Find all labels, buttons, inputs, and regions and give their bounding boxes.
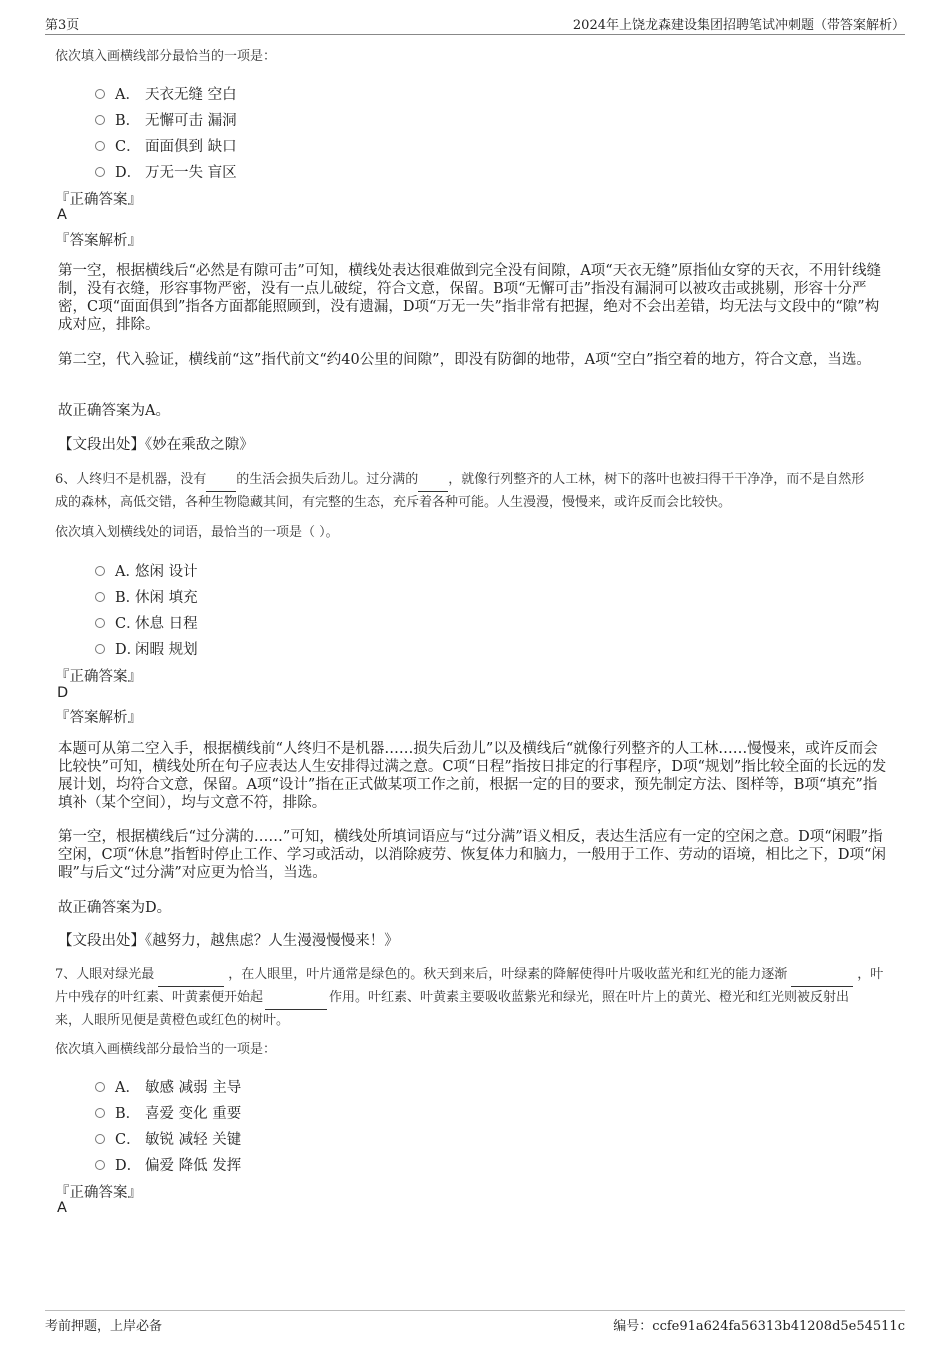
q6-option-a[interactable]: A．悠闲 设计 [95, 560, 198, 580]
radio-icon[interactable] [95, 644, 105, 654]
q6-source: 【文段出处】《越努力，越焦虑？人生漫漫慢慢来！》 [58, 933, 399, 949]
q5-option-c[interactable]: C． 面面俱到 缺口 [95, 135, 237, 155]
q6-answer-tag: 『正确答案』 [55, 669, 142, 685]
q5-analysis-p3: 故正确答案为A。 [58, 403, 170, 419]
q6-answer: D [57, 685, 69, 701]
radio-icon[interactable] [95, 1160, 105, 1170]
radio-icon[interactable] [95, 618, 105, 628]
q6-analysis-p3: 故正确答案为D。 [58, 900, 172, 916]
blank-line [265, 987, 327, 1010]
q5-option-b[interactable]: B． 无懈可击 漏洞 [95, 109, 237, 129]
document-id: 编号：ccfe91a624fa56313b41208d5e54511c [613, 1319, 905, 1334]
radio-icon[interactable] [95, 1134, 105, 1144]
q5-source: 【文段出处】《妙在乘敌之隙》 [58, 437, 254, 453]
radio-icon[interactable] [95, 141, 105, 151]
page-footer [45, 1310, 905, 1334]
blank-line [418, 469, 448, 492]
document-title: 2024年上饶龙森建设集团招聘笔试冲刺题（带答案解析） [572, 18, 905, 33]
radio-icon[interactable] [95, 592, 105, 602]
q6-stem: 6、人终归不是机器，没有 的生活会损失后劲儿。过分满的 ，就像行列整齐的人工林，树下的落叶也被扫得干干净净，而不是自然形 成的森林，高低交错，各种生物隐藏其间，有完整的生态，充斥着各种可能。人生漫漫，慢慢来，或许反而会比较快。 [55, 469, 895, 514]
blank-line [158, 964, 224, 987]
radio-icon[interactable] [95, 89, 105, 99]
q6-analysis-p2: 第一空，根据横线后“过分满的……”可知，横线处所填词语应与“过分满”语义相反，表达生活应有一定的空闲之意。D项“闲暇”指空闲，C项“休息”指暂时停止工作、学习或活动，以消除疲劳、恢复体力和脑力，一般用于工作、劳动的语境，相比之下，D项“闲暇”与后文“过分满”对应更为恰当，当选。 [58, 829, 886, 881]
radio-icon[interactable] [95, 1108, 105, 1118]
q5-option-a[interactable]: A． 天衣无缝 空白 [95, 83, 237, 103]
q7-ask: 依次填入画横线部分最恰当的一项是： [55, 1042, 277, 1057]
radio-icon[interactable] [95, 115, 105, 125]
q7-stem: 7、人眼对绿光最 ，在人眼里，叶片通常是绿色的。秋天到来后，叶绿素的降解使得叶片吸收蓝光和红光的能力逐渐 ，叶 片中残存的叶红素、叶黄素便开始起 作用。叶红素、叶黄素主要吸收蓝紫光和绿光，照在叶片上的黄光、橙光和红光则被反射出 来，人眼所见便是黄橙色或红色的树叶。 [55, 964, 895, 1032]
q6-option-b[interactable]: B．休闲 填充 [95, 586, 198, 606]
blank-line [206, 469, 236, 492]
q7-answer: A [57, 1200, 67, 1216]
q5-answer: A [57, 207, 67, 223]
q6-option-d[interactable]: D．闲暇 规划 [95, 638, 198, 658]
footer-slogan: 考前押题，上岸必备 [45, 1319, 163, 1334]
q7-option-b[interactable]: B． 喜爱 变化 重要 [95, 1102, 241, 1122]
q5-answer-tag: 『正确答案』 [55, 192, 142, 208]
blank-line [791, 964, 853, 987]
q7-answer-tag: 『正确答案』 [55, 1185, 142, 1201]
q6-ask: 依次填入划横线处的词语，最恰当的一项是（ ）。 [55, 525, 339, 540]
radio-icon[interactable] [95, 167, 105, 177]
q7-option-c[interactable]: C． 敏锐 减轻 关键 [95, 1128, 241, 1148]
q5-analysis-tag: 『答案解析』 [55, 233, 142, 249]
q7-option-d[interactable]: D． 偏爱 降低 发挥 [95, 1154, 241, 1174]
q6-analysis-p1: 本题可从第二空入手，根据横线前“人终归不是机器……损失后劲儿”以及横线后“就像行列整齐的人工林……慢慢来，或许反而会比较快”可知，横线处所在句子应表达人生安排得过满之意。C项“日程”指按日排定的行事程序，D项“规划”指比较全面的长远的发展计划，均符合文意，保留。A项“设计”指在正式做某项工作之前，根据一定的目的要求，预先制定方法、图样等，B项“填充”指填补（某个空间），均与文意不符，排除。 [58, 741, 887, 811]
page-number: 第3页 [45, 18, 80, 33]
page-header [45, 14, 905, 35]
q7-option-a[interactable]: A． 敏感 减弱 主导 [95, 1076, 241, 1096]
radio-icon[interactable] [95, 566, 105, 576]
q5-stem: 依次填入画横线部分最恰当的一项是： [55, 49, 277, 64]
radio-icon[interactable] [95, 1082, 105, 1092]
q5-analysis-p2: 第二空，代入验证，横线前“这”指代前文“约40公里的间隙”，即没有防御的地带，A项“空白”指空着的地方，符合文意，当选。 [58, 352, 871, 368]
q6-analysis-tag: 『答案解析』 [55, 710, 142, 726]
q5-analysis-p1: 第一空，根据横线后“必然是有隙可击”可知，横线处表达很难做到完全没有间隙，A项“天衣无缝”原指仙女穿的天衣，不用针线缝制，没有衣缝，形容事物严密，没有一点儿破绽，符合文意，保留。B项“无懈可击”指没有漏洞可以被攻击或挑剔，形容十分严密，C项“面面俱到”指各方面都能照顾到，没有遗漏，D项“万无一失”指非常有把握，绝对不会出差错，均无法与文段中的“隙”构成对应，排除。 [58, 263, 882, 333]
q6-option-c[interactable]: C．休息 日程 [95, 612, 198, 632]
q5-option-d[interactable]: D． 万无一失 盲区 [95, 161, 237, 181]
